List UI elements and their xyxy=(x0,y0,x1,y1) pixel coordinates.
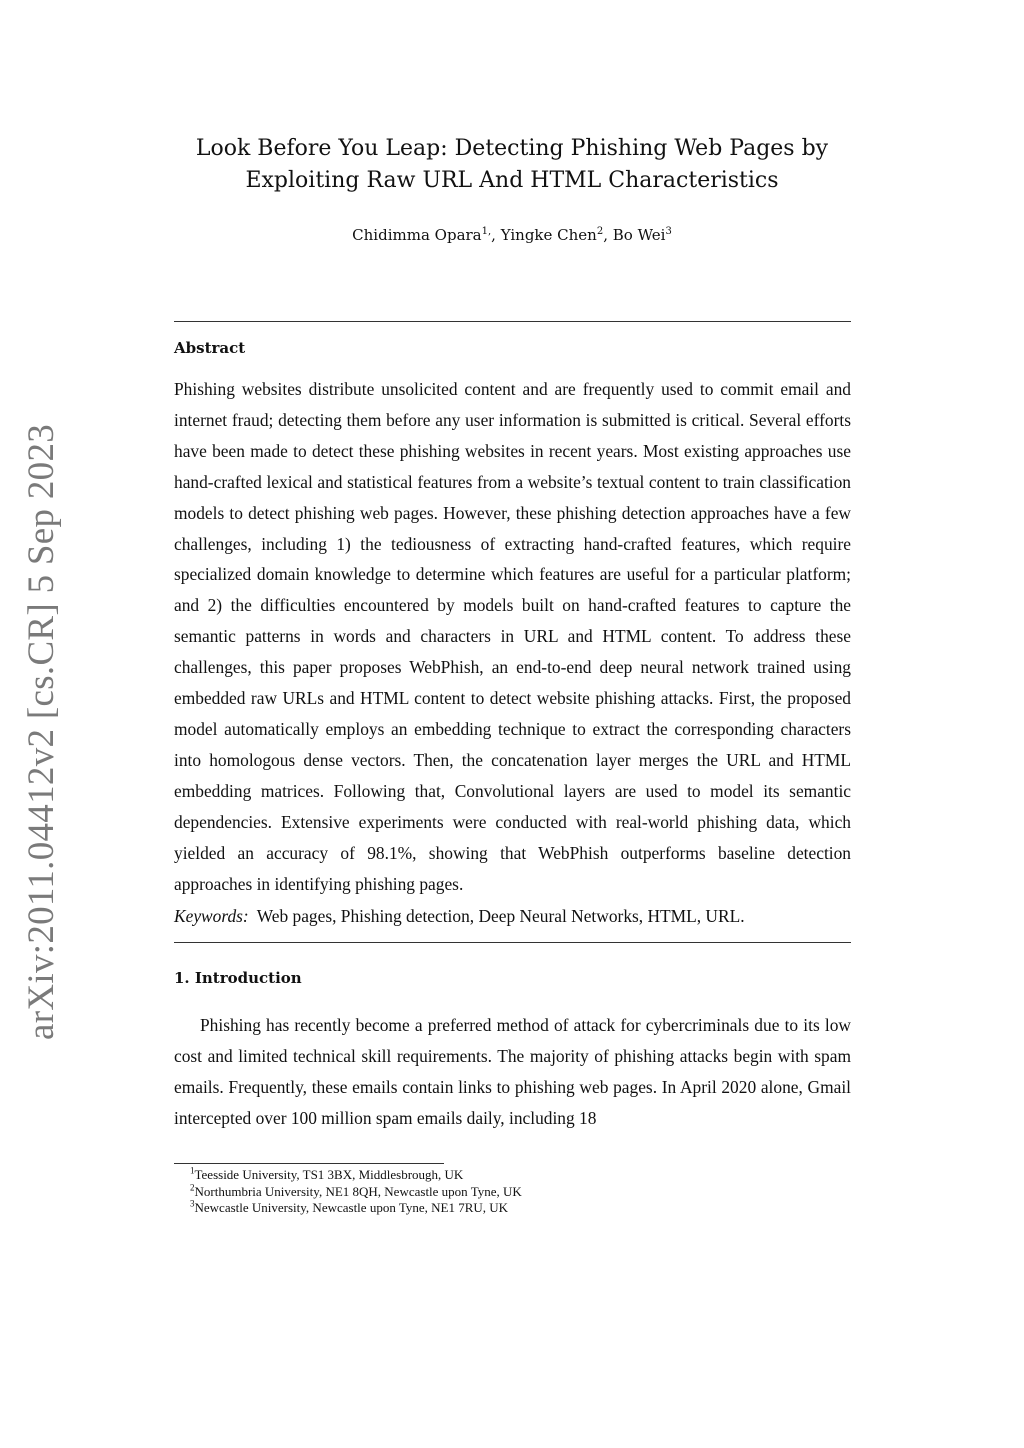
abstract-bottom-rule xyxy=(174,942,851,943)
footnote-text: Northumbria University, NE1 8QH, Newcastle upon Tyne, UK xyxy=(194,1183,522,1199)
author-list: Chidimma Opara$^{1,}$, Yingke Chen$^2$, Bo Wei$^3$ xyxy=(352,226,672,244)
paper-title: Look Before You Leap: Detecting Phishing Web Pages by Exploiting Raw URL And HTML Characteristics xyxy=(195,136,829,193)
footnote xyxy=(190,1184,522,1201)
author-name: Yingke Chen xyxy=(500,226,597,244)
keywords-label: Keywords: xyxy=(174,906,249,926)
author-affiliation-mark: 3 xyxy=(665,226,672,237)
keywords xyxy=(174,901,851,931)
footnote xyxy=(190,1200,522,1217)
abstract-body: Phishing websites distribute unsolicited content and are frequently used to commit email and internet fraud; detecting them before any user information is submitted is critical. Several efforts have been made to detect these phishing websites in recent years. Most existing approaches use hand-crafted lexical and statistical features from a website’s textual content to train classification models to detect phishing web pages. However, these phishing detection approaches have a few challenges, including 1) the tediousness of extracting hand-crafted features, which require specialized domain knowledge to determine which features are useful for a particular platform; and 2) the difficulties encountered by models built on hand-crafted features to capture the semantic patterns in words and characters in URL and HTML content. To address these challenges, this paper proposes WebPhish, an end-to-end deep neural network trained using embedded raw URLs and HTML content to detect website phishing attacks. First, the proposed model automatically employs an embedding technique to extract the corresponding characters into homologous dense vectors. Then, the concatenation layer merges the URL and HTML embedding matrices. Following that, Convolutional layers are used to model its semantic dependencies. Extensive experiments were conducted with real-world phishing data, which yielded an accuracy of 98.1%, showing that WebPhish outperforms baseline detection approaches in identifying phishing pages. xyxy=(174,379,851,894)
footnote-text: Newcastle University, Newcastle upon Tyne, NE1 7RU, UK xyxy=(194,1200,509,1215)
footnote-mark: 1 xyxy=(190,1165,195,1176)
author-name: Chidimma Opara xyxy=(352,226,482,244)
footnote-rule xyxy=(174,1163,444,1164)
author-affiliation-mark: 1, xyxy=(481,226,492,237)
author-name: Bo Wei xyxy=(612,226,666,244)
arxiv-identifier: arXiv:2011.04412v2 [cs.CR] 5 Sep 2023 xyxy=(21,423,62,1040)
abstract-heading: Abstract xyxy=(174,339,246,357)
abstract-top-rule xyxy=(174,321,851,322)
introduction-paragraph: Phishing has recently become a preferred method of attack for cybercriminals due to its low cost and limited technical skill requirements. The majority of phishing attacks begin with spam emails. Frequently, these emails contain links to phishing web pages. In April 2020 alone, Gmail intercepted over 100 million spam emails daily, including 18 xyxy=(174,1015,851,1128)
footnote-mark: 2 xyxy=(190,1182,195,1193)
section-heading-introduction: 1. Introduction xyxy=(174,969,302,987)
footnotes xyxy=(190,1167,522,1217)
footnote xyxy=(190,1167,522,1184)
keywords-text: Web pages, Phishing detection, Deep Neural Networks, HTML, URL. xyxy=(256,906,745,926)
author-affiliation-mark: 2 xyxy=(596,226,604,237)
footnote-text: Teesside University, TS1 3BX, Middlesbrough, UK xyxy=(194,1167,464,1182)
footnote-mark: 3 xyxy=(190,1198,195,1209)
